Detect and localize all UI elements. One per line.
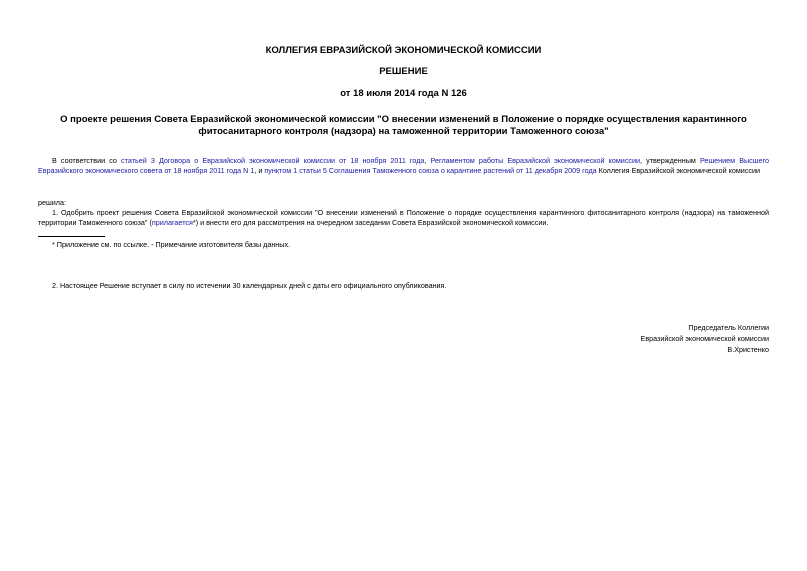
- document-type-heading: РЕШЕНИЕ: [379, 66, 428, 77]
- basis-text-2: ,: [424, 156, 431, 165]
- signature-organization: Евразийской экономической комиссии: [640, 334, 769, 343]
- footnote-divider: [38, 236, 105, 237]
- basis-paragraph: [38, 156, 769, 176]
- link-supreme-council-decision[interactable]: Решением Высшего Евразийского экономического совета от 18 ноября 2011 года N 1: [38, 156, 769, 175]
- signature-block: [641, 322, 769, 355]
- footnote-text: * Приложение см. по ссылке. - Примечание изготовителя базы данных.: [52, 240, 291, 249]
- link-article-3-treaty[interactable]: статьей 3 Договора о Евразийской экономической комиссии от 18 ноября 2011 года: [121, 156, 425, 165]
- link-attached-draft[interactable]: прилагается: [151, 218, 193, 227]
- organization-heading: КОЛЛЕГИЯ ЕВРАЗИЙСКОЙ ЭКОНОМИЧЕСКОЙ КОМИССИИ: [265, 45, 542, 56]
- document-title: О проекте решения Совета Евразийской экономической комиссии "О внесении изменений в Положение о порядке осуществления карантинного фитосанитарного контроля (надзора) на таможенной территории Таможенного союза": [60, 114, 747, 137]
- signature-name: В.Христенко: [727, 345, 769, 354]
- basis-text-4: , и: [254, 166, 265, 175]
- decided-label: решила:: [38, 198, 66, 207]
- basis-text-5: Коллегия Евразийской экономической комиссии: [596, 166, 761, 175]
- document-date-number: от 18 июля 2014 года N 126: [340, 88, 467, 99]
- link-plant-quarantine-agreement[interactable]: пунктом 1 статьи 5 Соглашения Таможенного союза о карантине растений от 11 декабря 2009 года: [264, 166, 597, 175]
- link-commission-regulations[interactable]: Регламентом работы Евразийской экономической комиссии: [430, 156, 641, 165]
- item-2-paragraph: 2. Настоящее Решение вступает в силу по истечении 30 календарных дней с даты его официального опубликования.: [52, 281, 447, 290]
- basis-text-1: В соответствии со: [52, 156, 122, 165]
- basis-text-3: , утвержденным: [640, 156, 700, 165]
- item-1-paragraph: [38, 208, 769, 228]
- signature-position: Председатель Коллегии: [688, 323, 769, 332]
- item-1-text-2: *) и внести его для рассмотрения на очередном заседании Совета Евразийской экономической комиссии.: [192, 218, 549, 227]
- item-1-text-1: 1. Одобрить проект решения Совета Евразийской экономической комиссии "О внесении изменений в Положение о порядке осуществления карантинного фитосанитарного контроля (надзора) на таможенной территории Таможенного союза" (: [38, 208, 769, 227]
